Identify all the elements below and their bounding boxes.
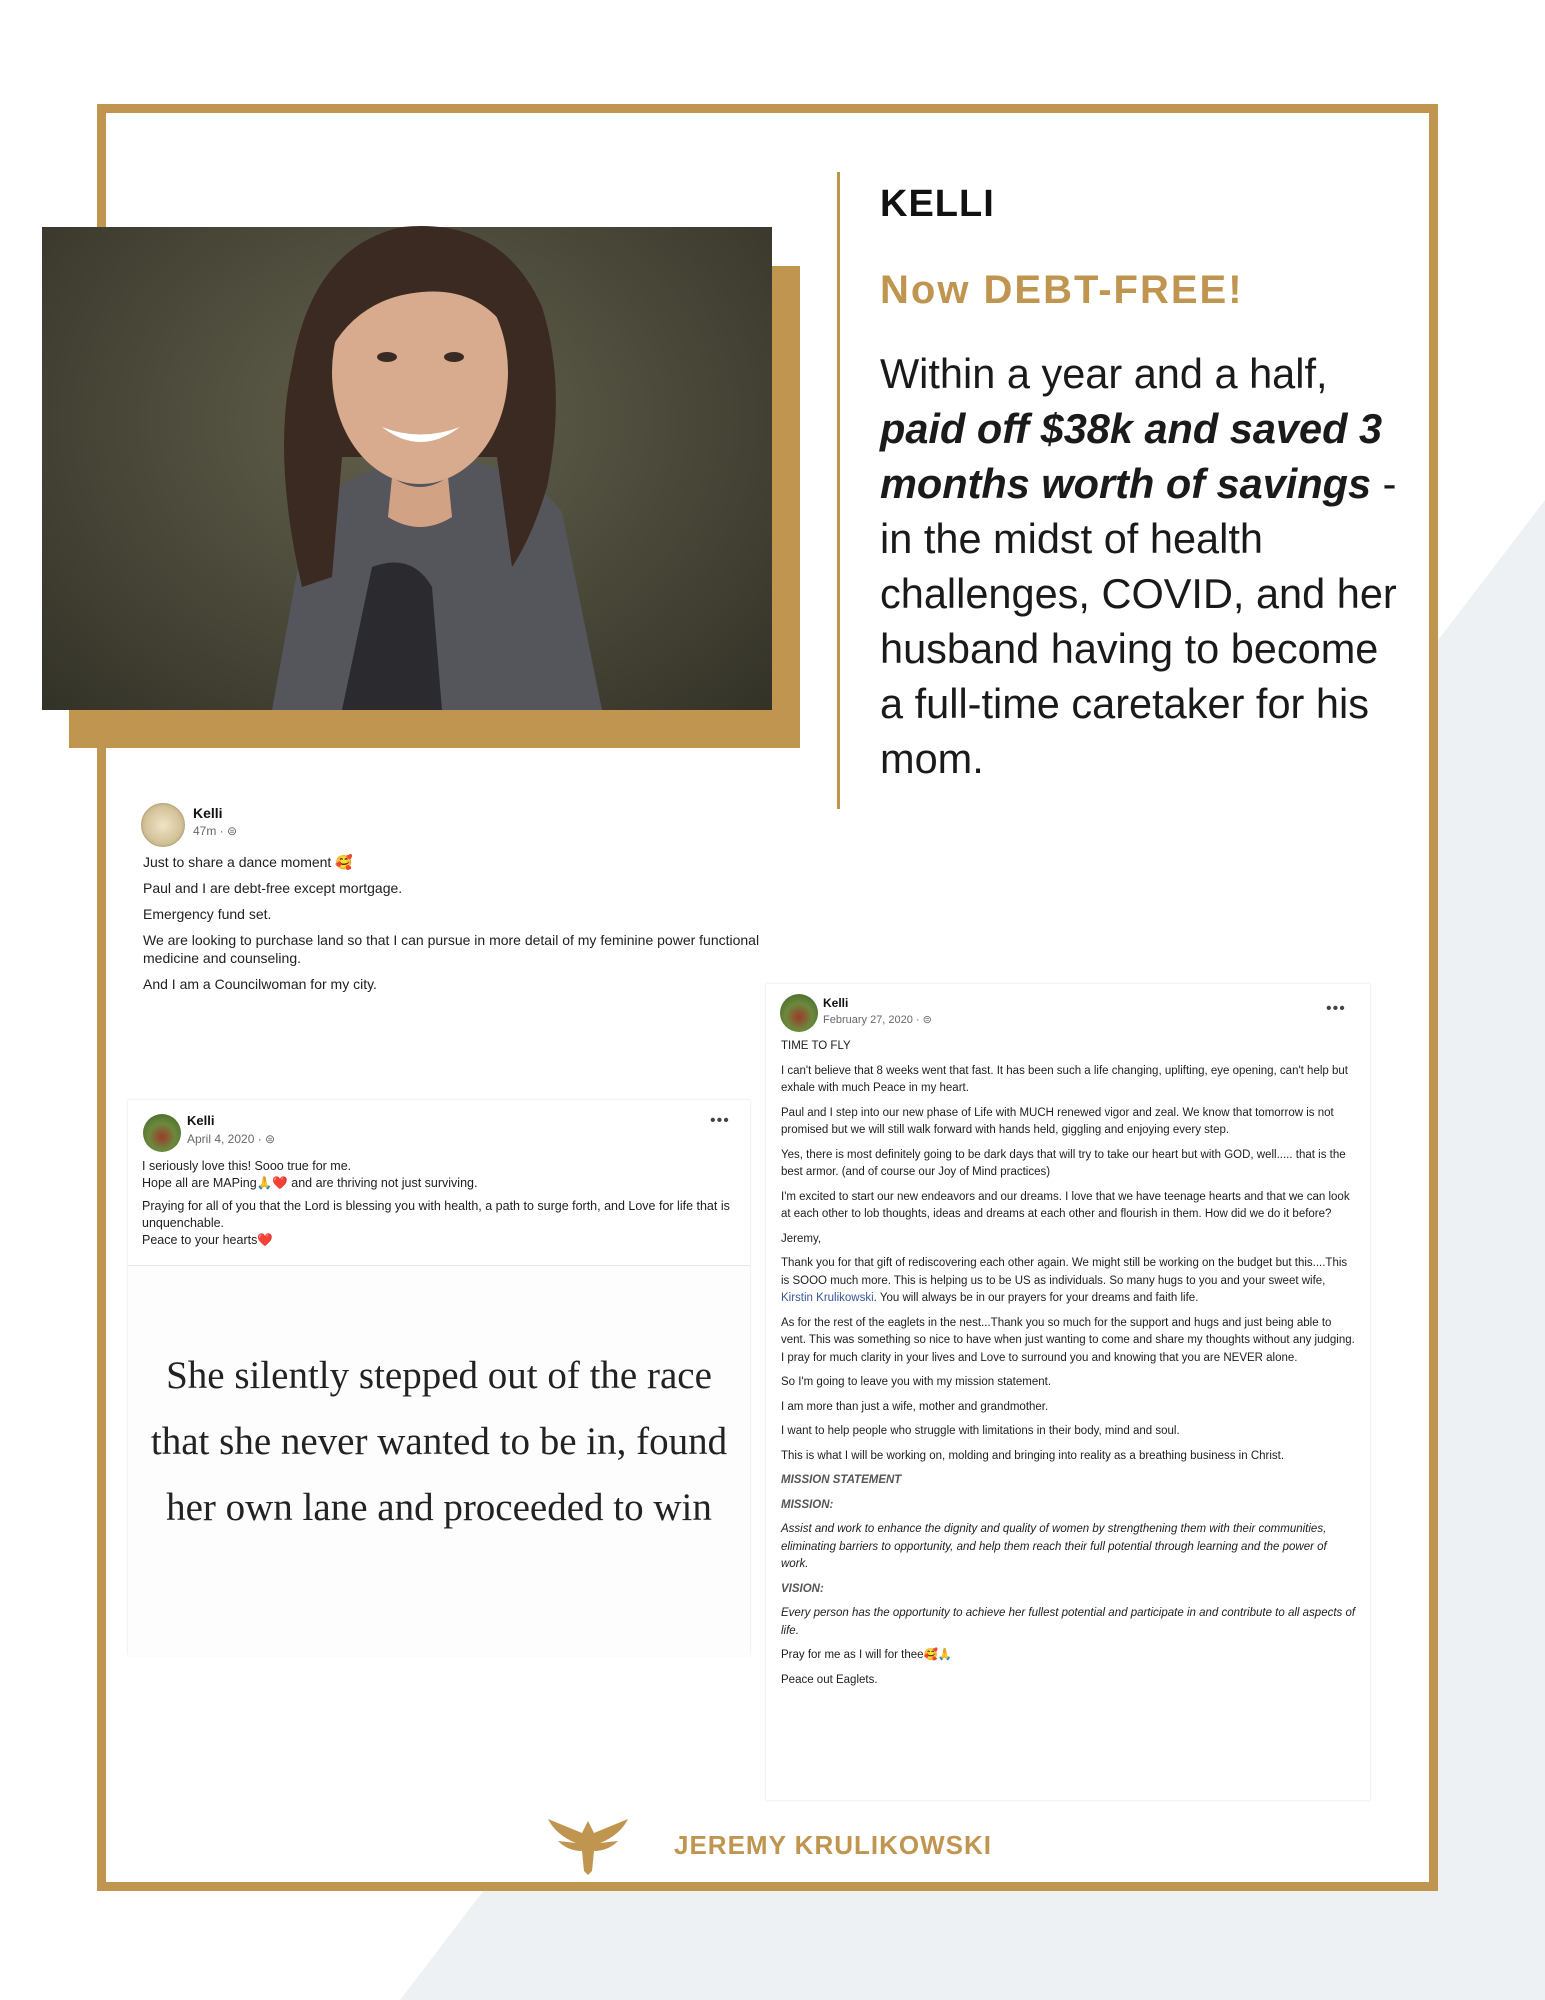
client-name: KELLI — [880, 183, 995, 225]
avatar[interactable] — [143, 1114, 181, 1152]
post-author[interactable]: Kelli — [187, 1113, 215, 1128]
post-paragraph: Jeremy, — [781, 1232, 822, 1245]
post-paragraph: Paul and I step into our new phase of Life with MUCH renewed vigor and zeal. We know that tomorrow is not promised but we will still walk forward with hands held, giggling and enjoying every step. — [781, 1106, 1334, 1136]
social-post-2 — [128, 1100, 750, 1655]
tagline: Now DEBT-FREE! — [880, 268, 1244, 312]
post-paragraph: Yes, there is most definitely going to be dark days that will try to take our heart but with GOD, well..... that is the best armor. (and of course our Joy of Mind practices) — [781, 1148, 1346, 1178]
post-author[interactable]: Kelli — [823, 996, 849, 1010]
post-timestamp[interactable]: February 27, 2020 · ⊜ — [823, 1014, 932, 1026]
avatar[interactable] — [780, 994, 818, 1032]
post-paragraph: I'm excited to start our new endeavors and our dreams. I love that we have teenage hearts and that we can look at each other to lob thoughts, ideas and dreams at each other and flourish in them. How did we do it before? — [781, 1190, 1350, 1220]
paragraph-part: Thank you for that gift of rediscovering each other again. We might still be working on the budget but this....This is SOOO much more. This is helping us to be US as individuals. So many hugs to you and your sweet wife, — [781, 1257, 1348, 1287]
post-paragraph: This is what I will be working on, molding and bringing into reality as a breathing business in Christ. — [781, 1449, 1285, 1462]
profile-photo — [42, 227, 772, 710]
post-body — [781, 1038, 1356, 1696]
post-paragraph: As for the rest of the eaglets in the nest...Thank you so much for the support and hugs and just being able to vent. This was something so nice to have when just wanting to come and share my thoughts without any judging. I pray for much clarity in your lives and Love to surround you and knowing that you are NEVER alone. — [781, 1316, 1355, 1364]
post-timestamp[interactable]: 47m · ⊜ — [193, 824, 238, 838]
mission-statement-heading: MISSION STATEMENT — [781, 1474, 902, 1486]
post-timestamp[interactable]: April 4, 2020 · ⊜ — [187, 1132, 276, 1146]
quote-text: She silently stepped out of the race that she never wanted to be in, found her own lane and proceeded to win — [150, 1354, 728, 1529]
vision-heading: VISION: — [781, 1582, 824, 1595]
paragraph-part: . You will always be in our prayers for your dreams and faith life. — [873, 1292, 1199, 1304]
post-paragraph: I want to help people who struggle with limitations in their body, mind and soul. — [781, 1425, 1180, 1437]
avatar[interactable] — [141, 803, 185, 847]
more-options-icon[interactable]: ••• — [1326, 1000, 1346, 1017]
testimonial-summary — [880, 346, 1400, 786]
vertical-divider — [837, 172, 840, 809]
post-line-3: Praying for all of you that the Lord is blessing you with health, a path to surge forth, and Love for life that is unquenchable. — [142, 1199, 730, 1230]
mission-text: Assist and work to enhance the dignity and quality of women by strengthening them with their communities, eliminating barriers to opportunity, and help them reach their full potential through learning and the power of work. — [781, 1523, 1327, 1570]
post-paragraph — [781, 1255, 1356, 1308]
story-rest: - in the midst of health challenges, COVID, and her husband having to become a full-time caretaker for his mom. — [880, 460, 1397, 782]
post-paragraph: I can't believe that 8 weeks went that fast. It has been such a life changing, uplifting, eye opening, can't help but exhale with much Peace in my heart. — [781, 1064, 1348, 1094]
post-line: And I am a Councilwoman for my city. — [143, 976, 377, 992]
post-title: TIME TO FLY — [781, 1040, 851, 1052]
post-line — [142, 1198, 737, 1249]
shared-quote-image[interactable] — [128, 1265, 750, 1656]
story-intro: Within a year and a half, — [880, 350, 1328, 397]
social-post-3 — [766, 984, 1370, 1800]
brand-name: JEREMY KRULIKOWSKI — [674, 1830, 992, 1860]
post-line: We are looking to purchase land so that I can pursue in more detail of my feminine power functional medicine and counseling. — [143, 932, 760, 966]
eagle-icon — [538, 1813, 638, 1875]
post-line-2: Hope all are MAPing🙏❤️ and are thriving not just surviving. — [142, 1176, 478, 1190]
post-paragraph: Peace out Eaglets. — [781, 1673, 878, 1686]
mission-heading: MISSION: — [781, 1498, 834, 1511]
post-author[interactable]: Kelli — [193, 805, 223, 821]
story-emphasis: paid off $38k and saved 3 months worth of savings — [880, 405, 1383, 507]
more-options-icon[interactable]: ••• — [710, 1112, 730, 1129]
post-line — [142, 1158, 737, 1192]
post-line: Just to share a dance moment 🥰 — [143, 854, 353, 870]
post-line-1: I seriously love this! Sooo true for me. — [142, 1159, 352, 1173]
post-paragraph: So I'm going to leave you with my mission statement. — [781, 1376, 1052, 1388]
post-paragraph: I am more than just a wife, mother and grandmother. — [781, 1400, 1049, 1413]
brand-footer — [538, 1813, 1008, 1875]
post-paragraph: Pray for me as I will for thee🥰🙏 — [781, 1649, 953, 1661]
post-line-4: Peace to your hearts❤️ — [142, 1233, 273, 1247]
tagged-user-link[interactable]: Kirstin Krulikowski — [781, 1292, 874, 1304]
post-line: Emergency fund set. — [143, 906, 272, 922]
post-body — [143, 853, 783, 1001]
post-line: Paul and I are debt-free except mortgage. — [143, 880, 403, 896]
vision-text: Every person has the opportunity to achieve her fullest potential and participate in and contribute to all aspects of life. — [781, 1607, 1356, 1637]
post-body — [142, 1158, 737, 1255]
